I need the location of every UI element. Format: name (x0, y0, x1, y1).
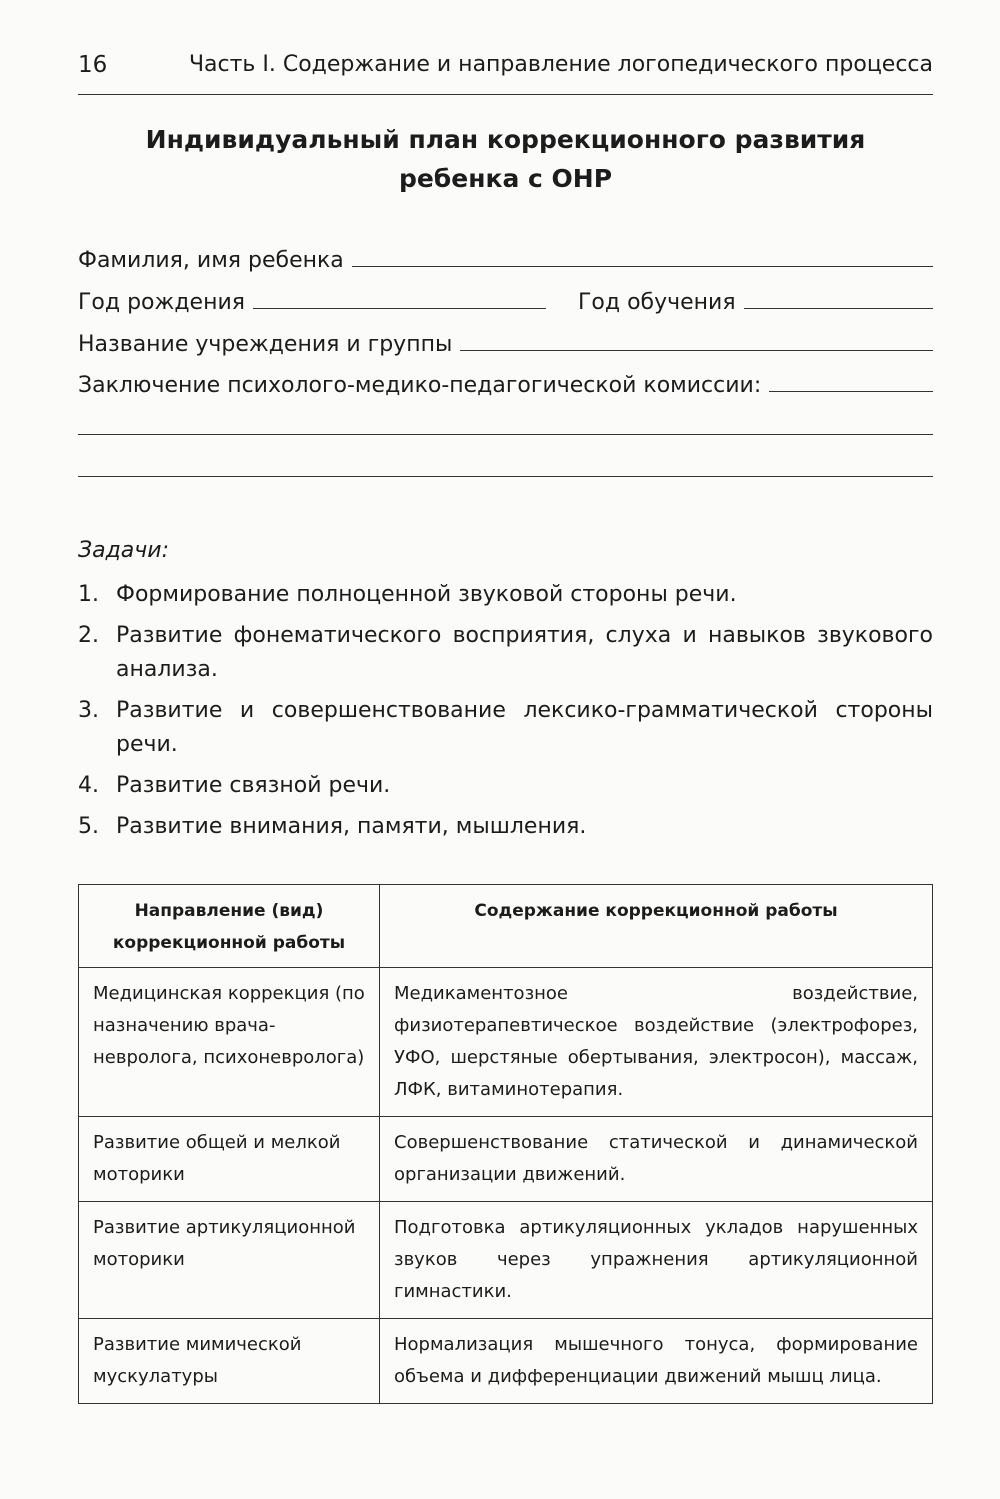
table-row (79, 1202, 933, 1319)
tasks-title: Задачи: (78, 538, 169, 563)
table-row (79, 968, 933, 1117)
running-title: Часть I. Содержание и направление логопедического процесса (188, 52, 933, 77)
direction-cell: Развитие артикуляционной моторики (79, 1202, 380, 1319)
name-blank (352, 265, 933, 267)
birth-year-field (78, 290, 546, 315)
table-row (79, 1117, 933, 1202)
institution-blank (460, 349, 933, 351)
column-header-direction: Направление (вид) коррекционной работы (79, 885, 380, 968)
institution-label: Название учреждения и группы (78, 332, 453, 357)
table-header-row (79, 885, 933, 968)
list-item: 3. Развитие и совершенствование лексико-грамматической стороны речи. (78, 698, 933, 757)
commission-label: Заключение психолого-медико-педагогической комиссии: (78, 373, 762, 398)
study-year-label: Год обучения (578, 290, 736, 315)
correction-work-table (78, 884, 933, 1404)
commission-blank-line-3 (78, 476, 933, 477)
page-header (78, 48, 933, 95)
study-year-field (578, 290, 933, 315)
list-item: 1. Формирование полноценной звуковой стороны речи. (78, 582, 737, 607)
column-header-content: Содержание коррекционной работы (380, 885, 933, 968)
commission-blank (769, 390, 933, 392)
content-cell: Подготовка артикуляционных укладов нарушенных звуков через упражнения артикуляционной гимнастики. (380, 1202, 933, 1319)
table-row (79, 1319, 933, 1404)
birth-year-blank (253, 307, 546, 309)
title-line-1: Индивидуальный план коррекционного развития (145, 125, 866, 154)
birth-year-label: Год рождения (78, 290, 245, 315)
commission-blank-line-2 (78, 434, 933, 435)
content-cell: Совершенствование статической и динамической организации движений. (380, 1117, 933, 1202)
tasks-list (78, 578, 933, 851)
list-item: 4. Развитие связной речи. (78, 773, 391, 798)
content-cell: Медикаментозное воздействие, физиотерапевтическое воздействие (электрофорез, УФО, шерстяные обертывания, электросон), массаж, ЛФК, витаминотерапия. (380, 968, 933, 1117)
name-field (78, 248, 933, 273)
commission-field (78, 373, 933, 398)
institution-field (78, 332, 933, 357)
direction-cell: Медицинская коррекция (по назначению врача-невролога, психоневролога) (79, 968, 380, 1117)
document-title (78, 120, 933, 198)
list-item: 5. Развитие внимания, памяти, мышления. (78, 814, 587, 839)
study-year-blank (744, 307, 933, 309)
direction-cell: Развитие общей и мелкой моторики (79, 1117, 380, 1202)
name-label: Фамилия, имя ребенка (78, 248, 344, 273)
list-item: 2. Развитие фонематического восприятия, слуха и навыков звукового анализа. (78, 623, 933, 682)
title-line-2: ребенка с ОНР (398, 164, 613, 193)
page-number: 16 (78, 52, 108, 78)
direction-cell: Развитие мимической мускулатуры (79, 1319, 380, 1404)
content-cell: Нормализация мышечного тонуса, формирование объема и дифференциации движений мышц лица. (380, 1319, 933, 1404)
